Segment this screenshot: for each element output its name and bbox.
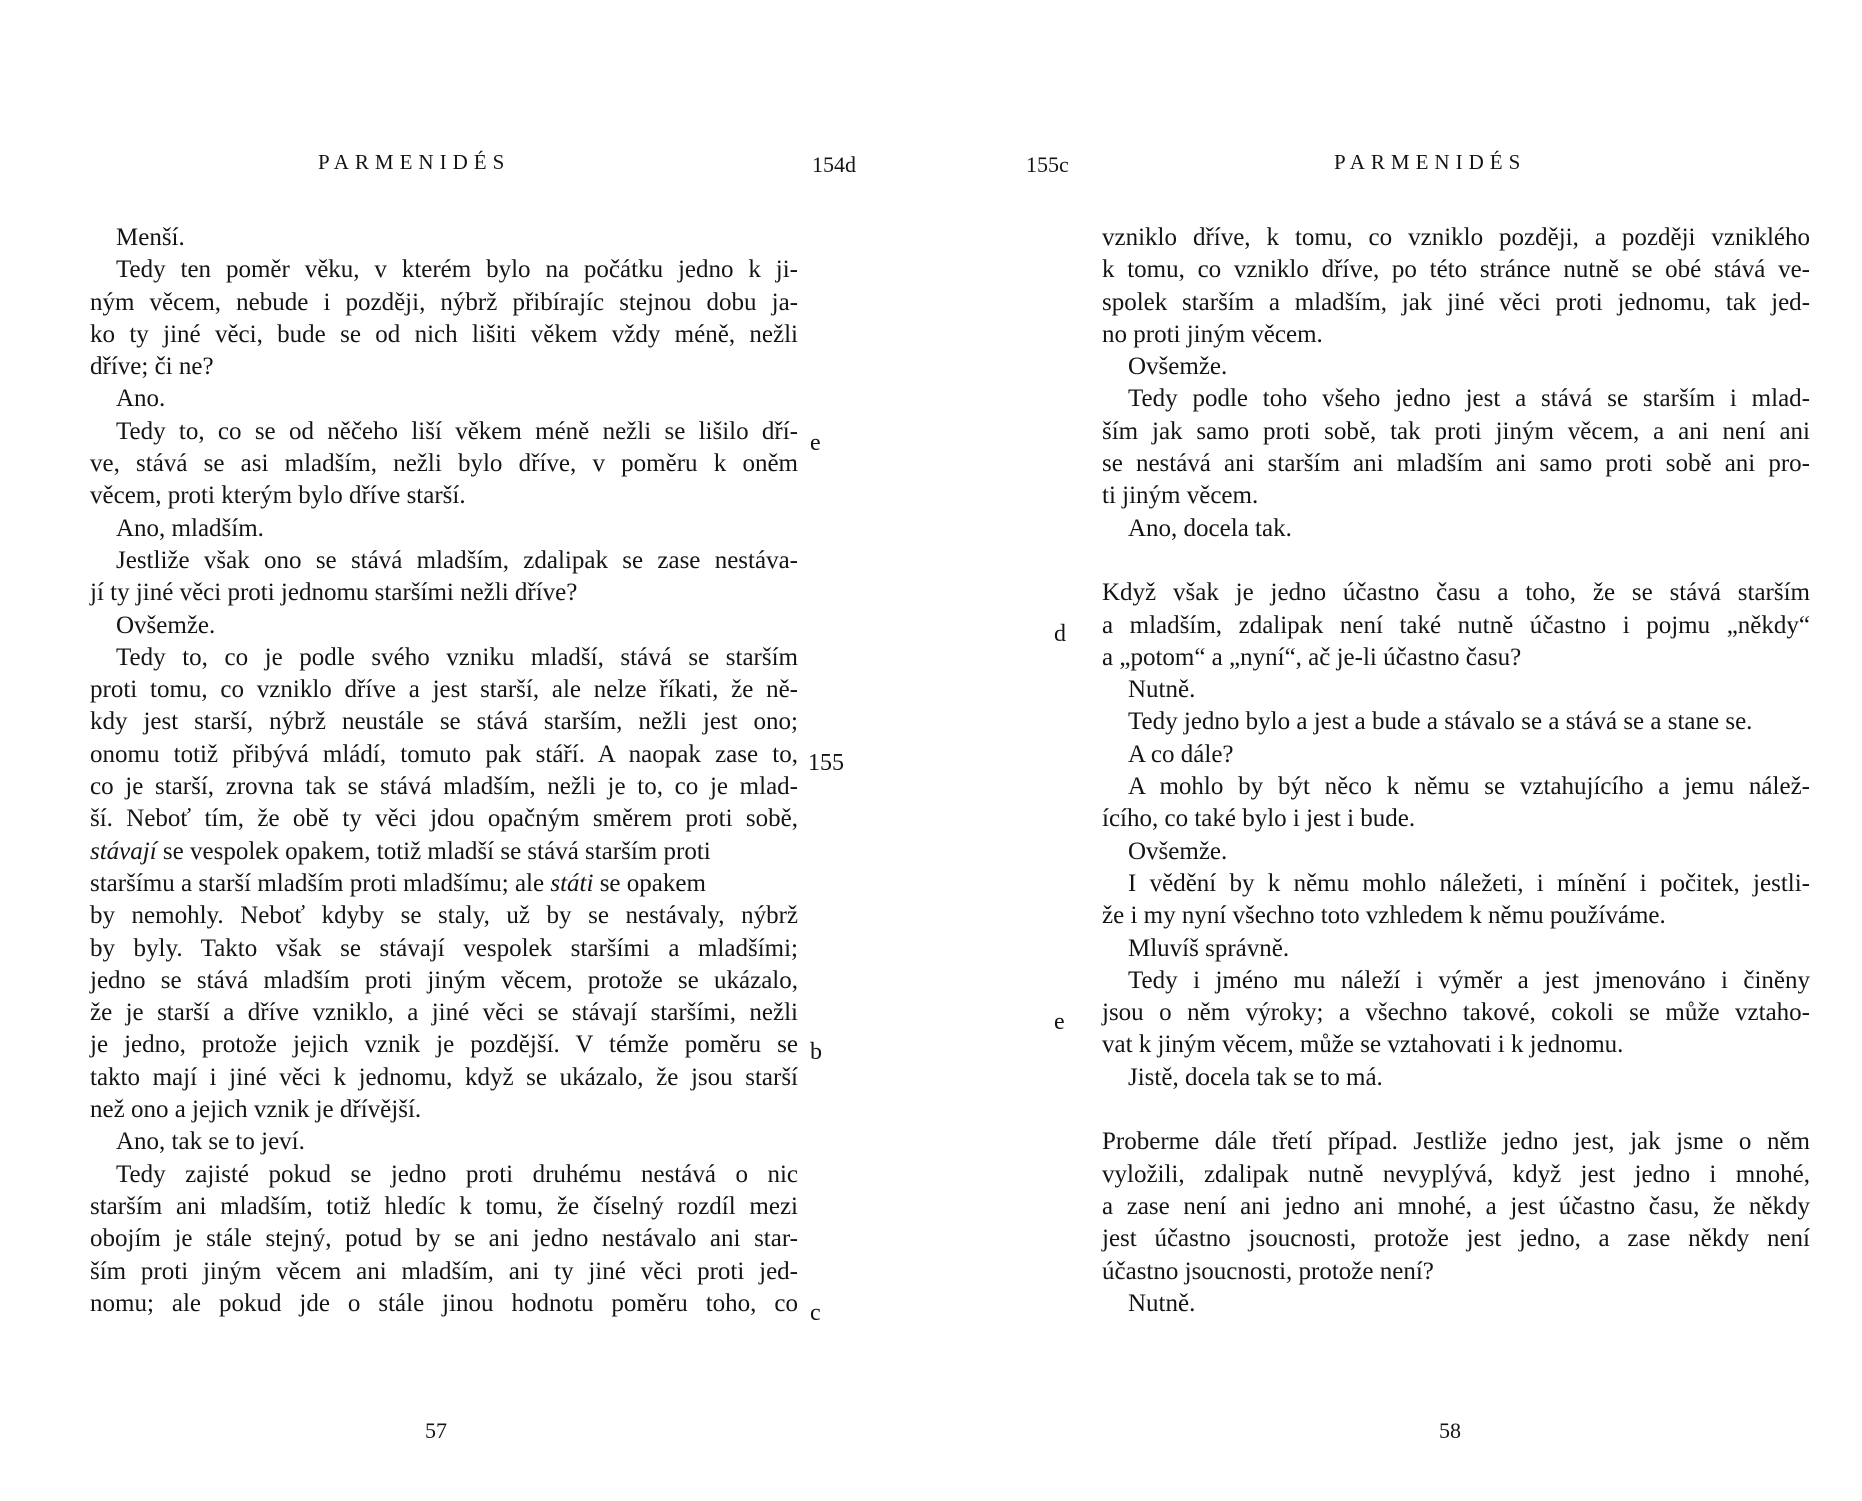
- text-line: takto mají i jiné věci k jednomu, když se ukázalo, že jsou starší: [90, 1063, 798, 1091]
- text-line: Tedy podle toho všeho jedno jest a stává se starším i mlad-: [1128, 385, 1810, 413]
- right-page: [931, 0, 1862, 1501]
- page-number: 58: [1439, 1418, 1461, 1443]
- text-line: Nutně.: [1128, 676, 1196, 704]
- margin-ref: b: [810, 1039, 822, 1065]
- text-line: jest účastno jsoucnosti, protože jest jedno, a zase někdy není: [1102, 1225, 1810, 1253]
- margin-ref: 155: [808, 750, 844, 776]
- text-line: Menší.: [116, 224, 185, 251]
- text-line: a zase není ani jedno ani mnohé, a jest účastno času, že někdy: [1102, 1192, 1810, 1220]
- text-line: Jestliže však ono se stává mladším, zdalipak se zase nestáva-: [116, 546, 798, 574]
- text-line: proti tomu, co vzniklo dříve a jest starší, ale nelze říkati, že ně-: [90, 676, 798, 704]
- text-line: Ovšemže.: [1128, 353, 1228, 381]
- text-line: Tedy ten poměr věku, v kterém bylo na počátku jedno k ji-: [116, 256, 798, 284]
- text-line: kdy jest starší, nýbrž neustále se stává starším, nežli jest ono;: [90, 708, 798, 736]
- text-line: jí ty jiné věci proti jednomu staršími nežli dříve?: [90, 579, 578, 607]
- text-line: nomu; ale pokud jde o stále jinou hodnotu poměru toho, co: [90, 1289, 798, 1317]
- text-line: A co dále?: [1128, 740, 1234, 768]
- text-line: Jistě, docela tak se to má.: [1128, 1063, 1383, 1091]
- text-line: Ano, docela tak.: [1128, 514, 1292, 542]
- text-line: [90, 836, 798, 868]
- text-line: že i my nyní všechno toto vzhledem k němu používáme.: [1102, 902, 1666, 930]
- text-line: spolek starším a mladším, jak jiné věci proti jednomu, tak jed-: [1102, 288, 1810, 316]
- text-line: no proti jiným věcem.: [1102, 320, 1323, 348]
- page-number: 57: [425, 1418, 447, 1443]
- text-line: věcem, proti kterým bylo dříve starší.: [90, 482, 466, 510]
- text-line: Tedy to, co je podle svého vzniku mladší, stává se starším: [116, 643, 798, 671]
- margin-ref: c: [810, 1300, 821, 1326]
- text-line: k tomu, co vzniklo dříve, po této stránce nutně se obé stává ve-: [1102, 256, 1810, 284]
- text-line: ko ty jiné věci, bude se od nich lišiti věkem vždy méně, nežli: [90, 320, 798, 348]
- italic-word: státi: [550, 869, 594, 897]
- stephanus-number: 154d: [812, 152, 856, 177]
- text-line: dříve; či ne?: [90, 353, 214, 381]
- text-line: I vědění by k němu mohlo náležeti, i mínění i počitek, jestli-: [1128, 869, 1810, 897]
- text-line: Proberme dále třetí případ. Jestliže jedno jest, jak jsme o něm: [1102, 1128, 1810, 1156]
- text-line: obojím je stále stejný, potud by se ani jedno nestávalo ani star-: [90, 1225, 798, 1253]
- text-line: ším proti jiným věcem ani mladším, ani ty jiné věci proti jed-: [90, 1257, 798, 1285]
- text-line: ným věcem, nebude i později, nýbrž přibírajíc stejnou dobu ja-: [90, 288, 798, 316]
- text-line: vzniklo dříve, k tomu, co vzniklo později, a později vzniklého: [1102, 224, 1810, 251]
- margin-ref: e: [1054, 1009, 1065, 1035]
- text-line: Když však je jedno účastno času a toho, že se stává starším: [1102, 579, 1810, 607]
- text-line: že je starší a dříve vzniklo, a jiné věci se stávají staršími, nežli: [90, 999, 798, 1027]
- text-line: se nestává ani starším ani mladším ani samo proti sobě ani pro-: [1102, 450, 1810, 478]
- text-line: Nutně.: [1128, 1289, 1196, 1317]
- text-line: [90, 868, 798, 900]
- text-line: a mladším, zdalipak není také nutně účastno i pojmu „někdy“: [1102, 611, 1810, 639]
- text-line: Ovšemže.: [116, 611, 216, 639]
- section-gap: [1102, 545, 1810, 577]
- text-line: Mluvíš správně.: [1128, 934, 1290, 962]
- text-line: ícího, co také bylo i jest i bude.: [1102, 805, 1416, 833]
- text-line: Tedy to, co se od něčeho liší věkem méně nežli se lišilo dří-: [116, 417, 798, 445]
- text-line: Ovšemže.: [1128, 837, 1228, 865]
- body-text: [1102, 222, 1810, 1320]
- text-line: Tedy i jméno mu náleží i výměr a jest jmenováno i činěny: [1128, 966, 1810, 994]
- text-line: by nemohly. Neboť kdyby se staly, už by se nestávaly, nýbrž: [90, 902, 798, 930]
- text-line: vyložili, zdalipak nutně nevyplývá, když jest jedno i mnohé,: [1102, 1160, 1810, 1188]
- text-fragment: staršímu a starší mladším proti mladšímu; ale: [90, 869, 551, 897]
- text-line: ší. Neboť tím, že obě ty věci jdou opačným směrem proti sobě,: [90, 805, 798, 833]
- body-text: [90, 222, 798, 1320]
- text-line: Tedy zajisté pokud se jedno proti druhému nestává o nic: [116, 1160, 798, 1188]
- text-line: je jedno, protože jejich vznik je pozdější. V témže poměru se: [90, 1031, 798, 1059]
- text-line: než ono a jejich vznik je dřívější.: [90, 1096, 422, 1124]
- text-fragment: se vespolek opakem, totiž mladší se stává starším proti: [156, 837, 711, 865]
- text-line: co je starší, zrovna tak se stává mladším, nežli je to, co je mlad-: [90, 773, 798, 801]
- section-gap: [1102, 1094, 1810, 1126]
- text-line: Ano, tak se to jeví.: [116, 1128, 305, 1156]
- text-line: jsou o něm výroky; a všechno takové, cokoli se může vztaho-: [1102, 999, 1810, 1027]
- text-line: by byly. Takto však se stávají vespolek staršími a mladšími;: [90, 934, 798, 962]
- text-line: vat k jiným věcem, může se vztahovati i k jednomu.: [1102, 1031, 1624, 1059]
- text-line: starším ani mladším, totiž hledíc k tomu, že číselný rozdíl mezi: [90, 1192, 798, 1220]
- text-fragment: se opakem: [593, 869, 706, 897]
- text-line: ti jiným věcem.: [1102, 482, 1259, 510]
- margin-ref: d: [1054, 621, 1066, 647]
- running-head: PARMENIDÉS: [1334, 150, 1527, 174]
- margin-ref: e: [810, 430, 821, 456]
- text-line: jedno se stává mladším proti jiným věcem, protože se ukázalo,: [90, 966, 798, 994]
- text-line: a „potom“ a „nyní“, ač je-li účastno času?: [1102, 643, 1522, 671]
- text-line: ším jak samo proti sobě, tak proti jiným věcem, a ani není ani: [1102, 417, 1810, 445]
- text-line: Ano, mladším.: [116, 514, 264, 542]
- stephanus-number: 155c: [1026, 152, 1069, 177]
- text-line: účastno jsoucnosti, protože není?: [1102, 1257, 1434, 1285]
- text-line: Ano.: [116, 385, 166, 413]
- italic-word: stávají: [90, 837, 157, 865]
- running-head: PARMENIDÉS: [318, 150, 511, 174]
- text-line: A mohlo by být něco k němu se vztahujícího a jemu nálež-: [1128, 773, 1810, 801]
- text-line: Tedy jedno bylo a jest a bude a stávalo se a stává se a stane se.: [1128, 708, 1753, 736]
- text-line: ve, stává se asi mladším, nežli bylo dříve, v poměru k oněm: [90, 450, 798, 478]
- text-line: onomu totiž přibývá mládí, tomuto pak stáří. A naopak zase to,: [90, 740, 798, 768]
